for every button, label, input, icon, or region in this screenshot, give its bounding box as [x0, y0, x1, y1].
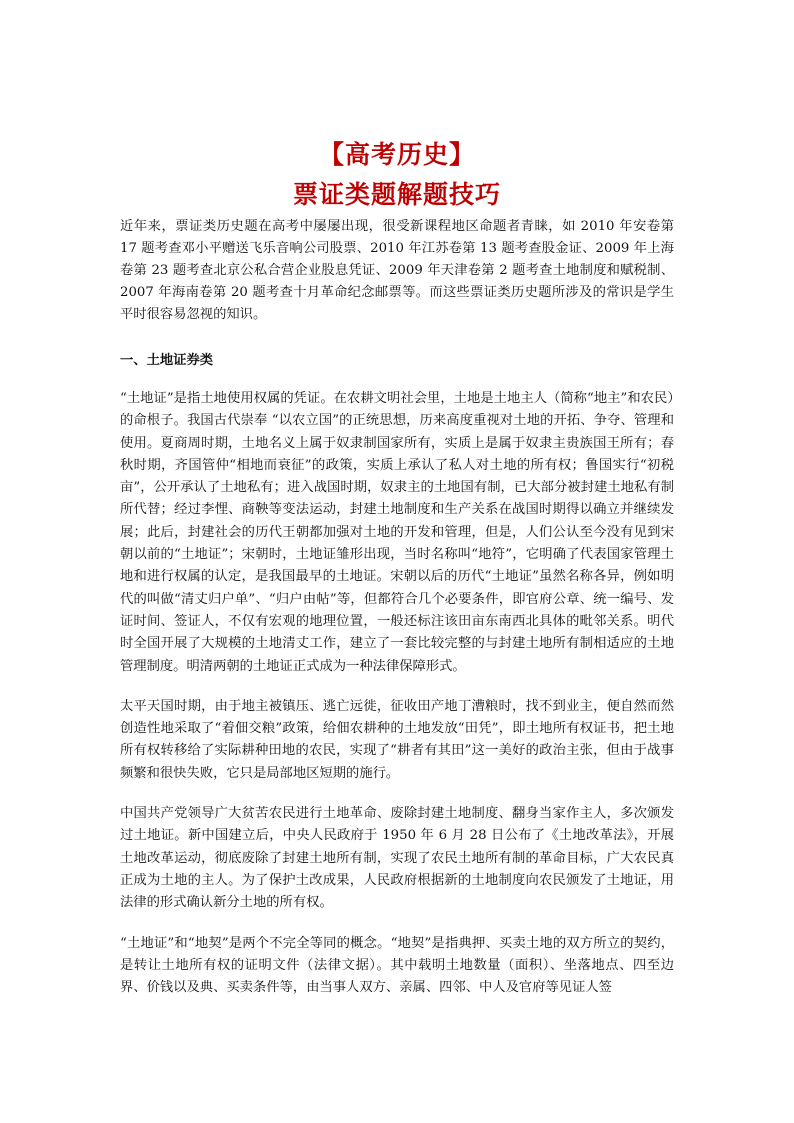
intro-paragraph: 近年来，票证类历史题在高考中屡屡出现，很受新课程地区命题者青睐，如 2010 年安卷第 17 题考查邓小平赠送飞乐音响公司股票、2010 年江苏卷第 13 题考查股金证、2009 年上海卷第 23 题考查北京公私合营企业股息凭证、2009 年天津卷第 2 题考查土地制度和赋税制、2007 年海南卷第 20 题考查十月革命纪念邮票等。而这些票证类历史题所涉及的常识是学生平时很容易忽视的知识。	[120, 219, 674, 322]
body-paragraph: “土地证”是指土地使用权属的凭证。在农耕文明社会里，土地是土地主人（简称“地主”和农民）的命根子。我国古代崇奉 “以农立国”的正统思想，历来高度重视对土地的开拓、争夺、管理和使用。夏商周时期，土地名义上属于奴隶制国家所有，实质上是属于奴隶主贵族国王所有；春秋时期，齐国管仲“相地而衰征”的政策，实质上承认了私人对土地的所有权；鲁国实行“初税亩”，公开承认了土地私有；进入战国时期，奴隶主的土地国有制，已大部分被封建土地私有制所代替；经过李悝、商鞅等变法运动，封建土地制度和生产关系在战国时期得以确立并继续发展；此后，封建社会的历代王朝都加强对土地的开发和管理，但是，人们公认至今没有见到宋朝以前的“土地证”；宋朝时，土地证雏形出现，当时名称叫“地符”，它明确了代表国家管理土地和进行权属的认定，是我国最早的土地证。宋朝以后的历代“土地证”虽然名称各异，例如明代的叫做“清丈归户单”、“归户由帖”等，但都符合几个必要条件，即官府公章、统一编号、发证时间、签证人，不仅有宏观的地理位置，一般还标注该田亩东南西北具体的毗邻关系。明代时全国开展了大规模的土地清丈工作，建立了一套比较完整的与封建土地所有制相适应的土地管理制度。明清两朝的土地证正式成为一种法律保障形式。	[120, 391, 674, 674]
body-paragraph: 中国共产党领导广大贫苦农民进行土地革命、废除封建土地制度、翻身当家作主人，多次颁发过土地证。新中国建立后，中央人民政府于 1950 年 6 月 28 日公布了《土地改革法》，开展土地改革运动，彻底废除了封建土地所有制，实现了农民土地所有制的革命目标，广大农民真正成为土地的主人。为了保护土改成果，人民政府根据新的土地制度向农民颁发了土地证，用法律的形式确认新分土地的所有权。	[120, 806, 674, 911]
document-title: 【高考历史】	[318, 140, 475, 169]
document-body	[120, 138, 674, 999]
body-paragraph: “土地证”和“地契”是两个不完全等同的概念。“地契”是指典押、买卖土地的双方所立的契约，是转让土地所有权的证明文件（法律文据）。其中载明土地数量（面积）、坐落地点、四至边界、价钱以及典、买卖条件等，由当事人双方、亲属、四邻、中人及官府等见证人签	[120, 935, 674, 996]
section-heading-land-certificates: 一、土地证券类	[120, 353, 214, 368]
body-paragraph: 太平天国时期，由于地主被镇压、逃亡远徙，征收田产地丁漕粮时，找不到业主，便自然而然创造性地采取了“着佃交粮”政策，给佃农耕种的土地发放“田凭”，即土地所有权证书，把土地所有权转移给了实际耕种田地的农民，实现了“耕者有其田”这一美好的政治主张，但由于战事频繁和很快失败，它只是局部地区短期的施行。	[120, 698, 674, 781]
document-subtitle: 票证类题解题技巧	[292, 180, 501, 209]
